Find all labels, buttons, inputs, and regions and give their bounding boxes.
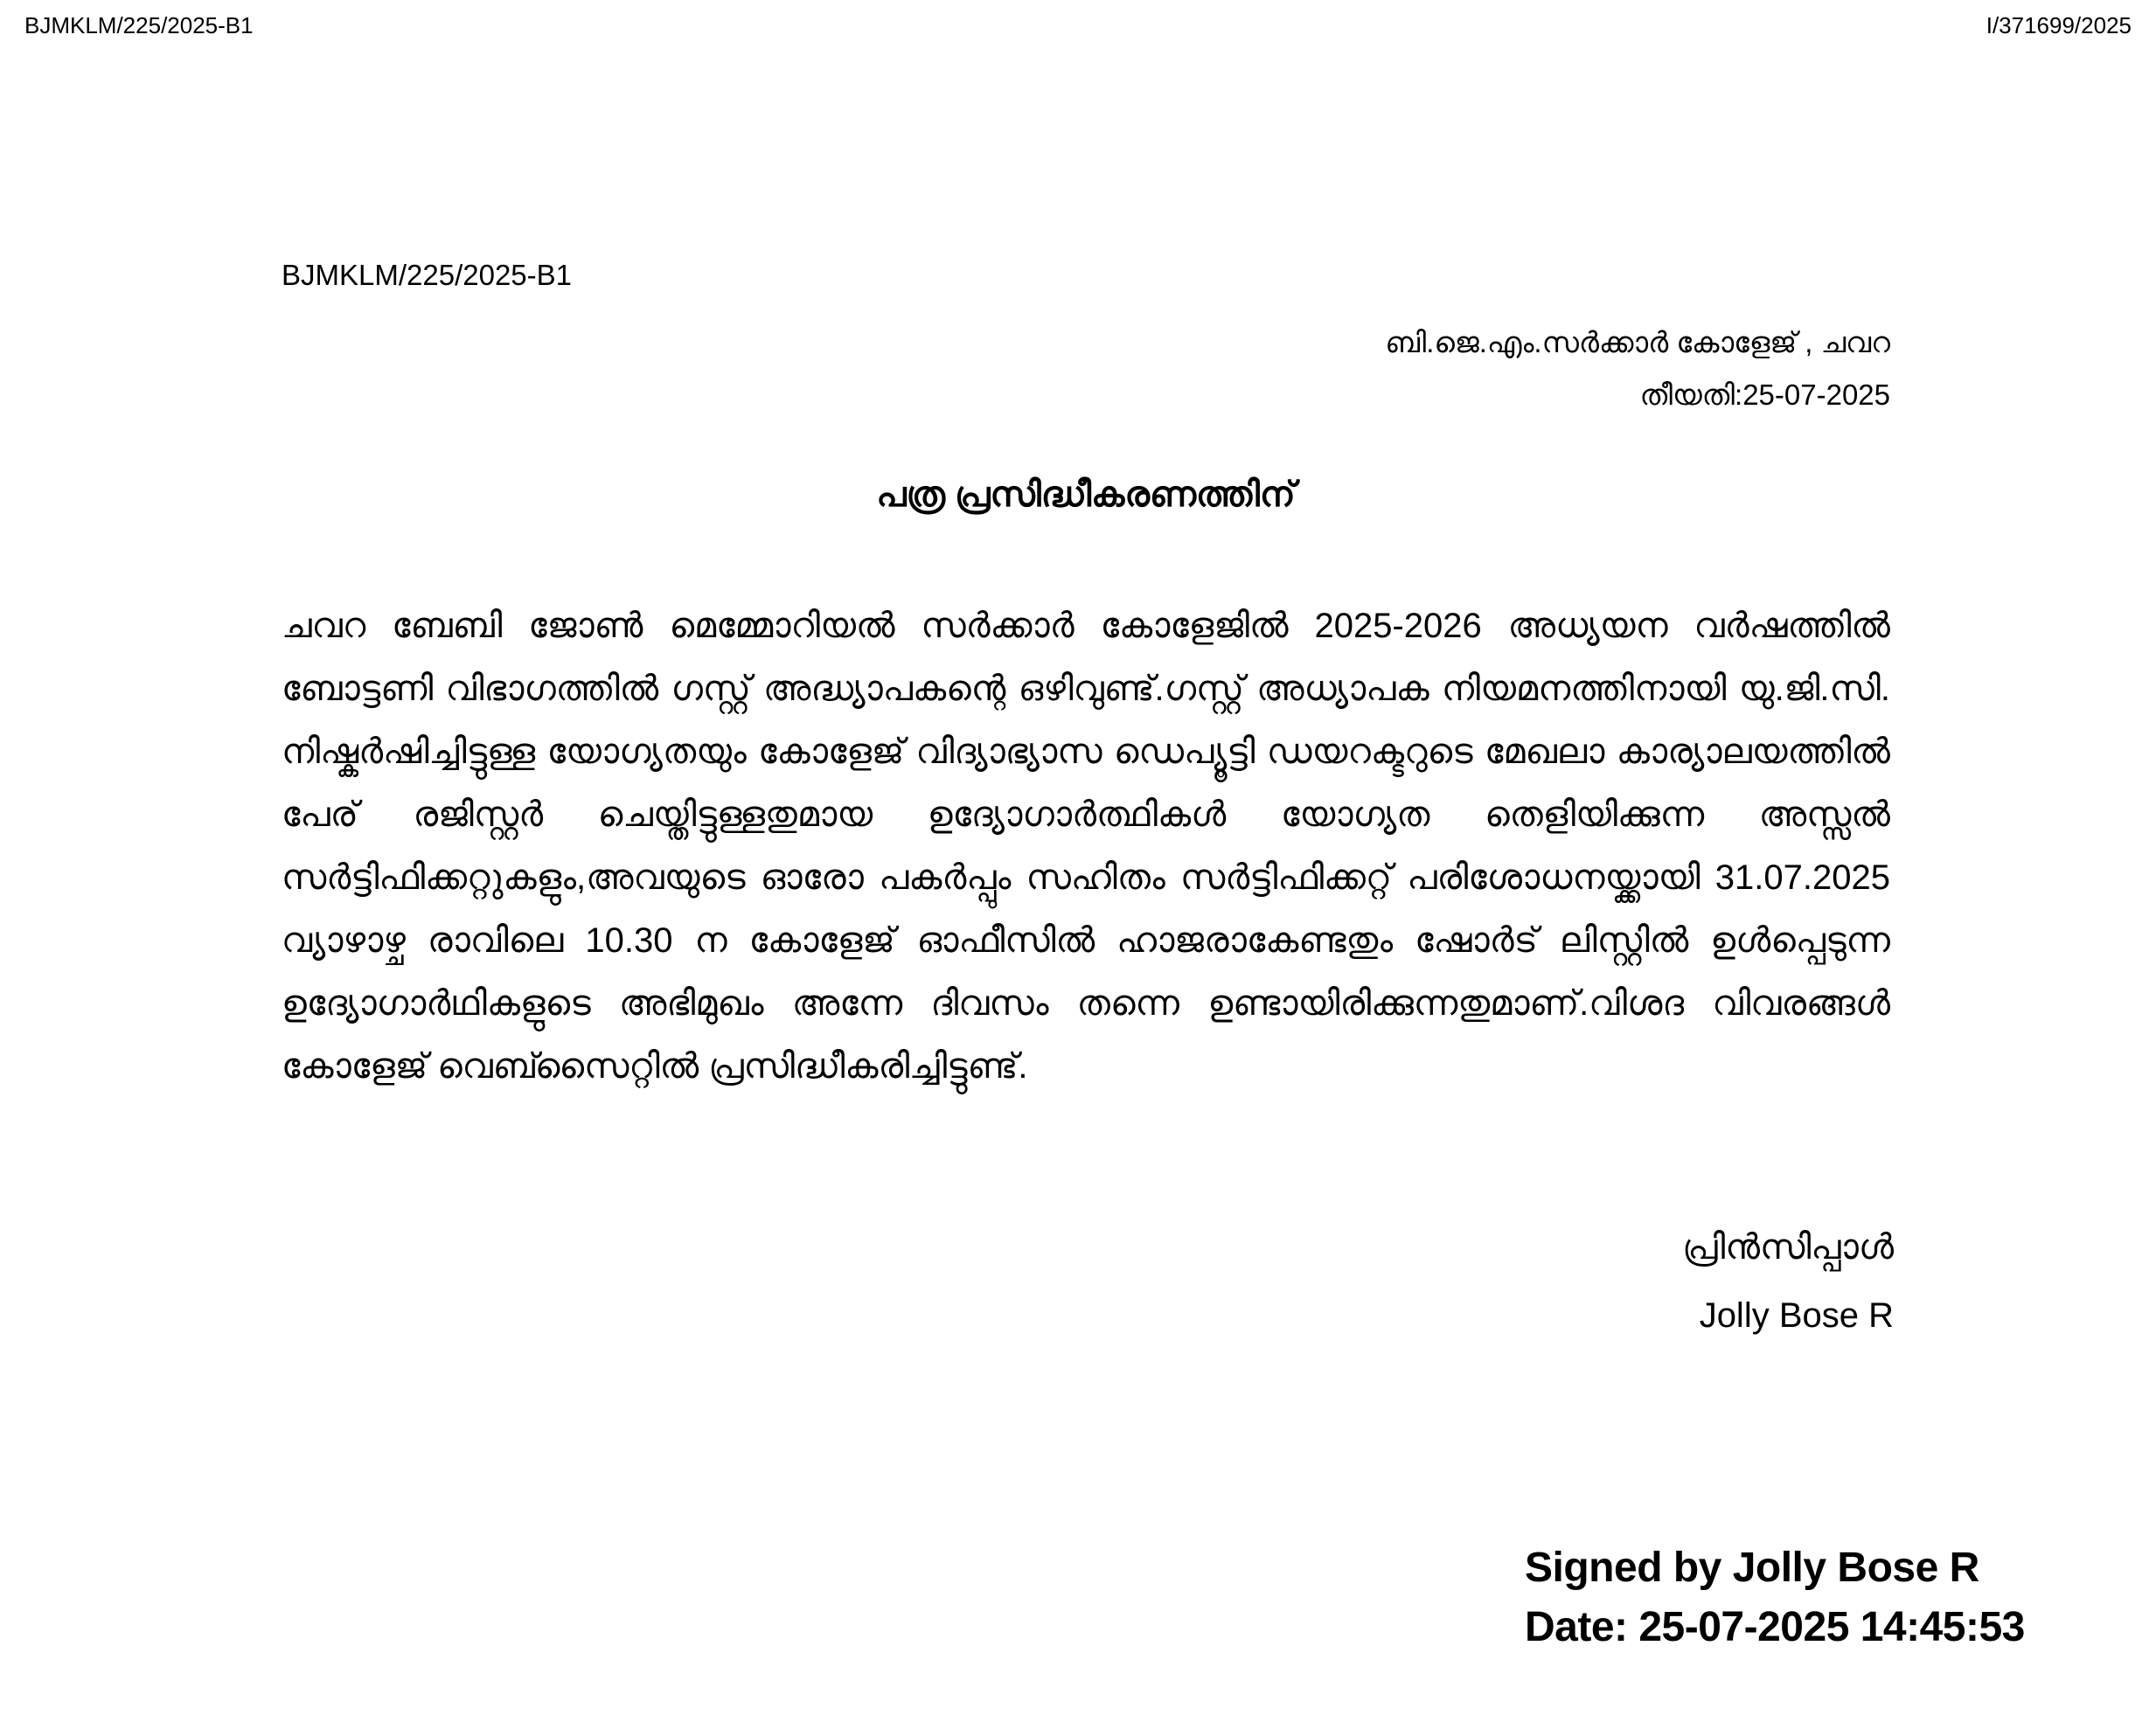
sender-block: [1385, 316, 1890, 421]
header-file-number: BJMKLM/225/2025-B1: [24, 12, 254, 38]
signatory-title: പ്രിൻസിപ്പാൾ: [1682, 1228, 1894, 1267]
header-document-id: I/371699/2025: [1986, 12, 2132, 38]
digital-signature-date: Date: 25-07-2025 14:45:53: [1525, 1604, 2025, 1650]
signatory-name: Jolly Bose R: [1699, 1296, 1894, 1335]
digital-signature: [1525, 1538, 2025, 1657]
file-reference: BJMKLM/225/2025-B1: [282, 259, 573, 291]
letter-date: തീയതി:25-07-2025: [1639, 378, 1890, 411]
letter-subject: പത്ര പ്രസിദ്ധീകരണത്തിന്: [876, 476, 1296, 514]
digital-signature-signer: Signed by Jolly Bose R: [1525, 1545, 1979, 1591]
signature-block: [1682, 1213, 1894, 1350]
letter-body: ചവറ ബേബി ജോൺ മെമ്മോറിയൽ സർക്കാർ കോളേജിൽ 2025-2026 അധ്യയന വർഷത്തിൽ ബോട്ടണി വിഭാഗത്തിൽ ഗസ്റ്റ് അദ്ധ്യാപകന്റെ ഒഴിവുണ്ട്.ഗസ്റ്റ് അധ്യാപക നിയമനത്തിനായി യു.ജി.സി. നിഷ്കർഷിച്ചിട്ടുള്ള യോഗ്യതയും കോളേജ് വിദ്യാഭ്യാസ ഡെപ്യൂട്ടി ഡയറക്ടറുടെ മേഖലാ കാര്യാലയത്തിൽ പേര് രജിസ്റ്റർ ചെയ്തിട്ടുള്ളതുമായ ഉദ്യോഗാർത്ഥികൾ യോഗ്യത തെളിയിക്കുന്ന അസ്സൽ സർട്ടിഫിക്കറ്റുകളും,അവയുടെ ഓരോ പകർപ്പും സഹിതം സർട്ടിഫിക്കറ്റ് പരിശോധനയ്ക്കായി 31.07.2025 വ്യാഴാഴ്ച രാവിലെ 10.30 ന കോളേജ് ഓഫീസിൽ ഹാജരാകേണ്ടതും ഷോർട് ലിസ്റ്റിൽ ഉൾപ്പെടുന്ന ഉദ്യോഗാർഥികളുടെ അഭിമുഖം അന്നേ ദിവസം തന്നെ ഉണ്ടായിരിക്കുന്നതുമാണ്.വിശദ വിവരങ്ങൾ കോളേജ് വെബ്സൈറ്റിൽ പ്രസിദ്ധീകരിച്ചിട്ടുണ്ട്.: [282, 607, 1890, 1086]
institution-name: ബി.ജെ.എം.സർക്കാർ കോളേജ് , ചവറ: [1385, 326, 1890, 358]
